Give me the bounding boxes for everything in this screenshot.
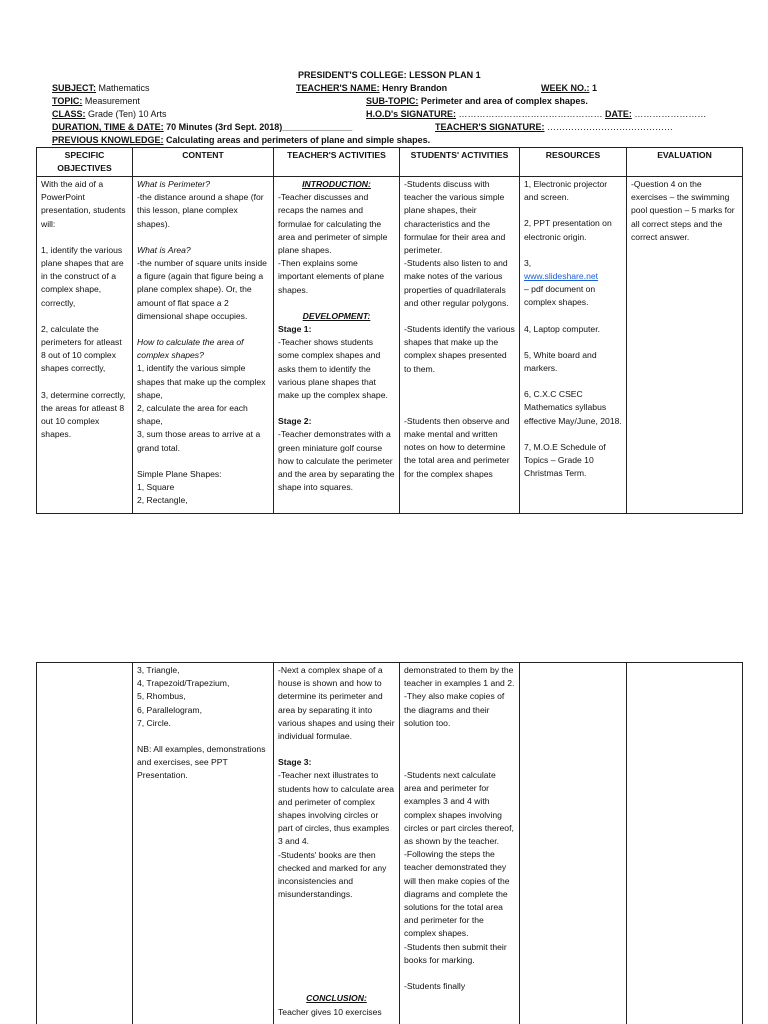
teacher-activities-cell-continued — [274, 663, 400, 1024]
hod-signature-line — [366, 108, 706, 121]
intro-text-2: -Then explains some important elements of plane shapes. — [278, 258, 385, 295]
resource-7: 7, M.O.E Schedule of Topics – Grade 10 Christmas Term. — [524, 441, 606, 479]
stage-3-label: Stage 3: — [278, 757, 312, 768]
intro-text-1: -Teacher discusses and recaps the names and formulae for calculating the area and perimeter of simple plane shapes. — [278, 192, 388, 256]
objective-1: 1, identify the various plane shapes that are in the construct of a complex shape, correctly, — [41, 244, 124, 308]
nb-note: NB: All examples, demonstrations and exercises, see PPT Presentation. — [137, 744, 266, 781]
objectives-cell — [37, 177, 133, 514]
header-student-activities: STUDENTS' ACTIVITIES — [400, 148, 520, 177]
evaluation-cell-continued — [627, 663, 743, 1024]
development-heading: DEVELOPMENT: — [302, 310, 371, 321]
resource-3-text: – pdf document on complex shapes. — [524, 284, 596, 308]
table-row — [37, 177, 743, 514]
table-header-row — [37, 148, 743, 177]
slideshare-link[interactable]: www.slideshare.net — [524, 271, 599, 282]
student-activities-cell — [400, 177, 520, 514]
student-activity-2: -Students also listen to and make notes of the various properties of quadrilaterals and other regular polygons. — [404, 258, 509, 308]
header-teacher-activities: TEACHER'S ACTIVITIES — [274, 148, 400, 177]
shape-square: 1, Square — [137, 482, 175, 493]
stage-3-text: -Teacher next illustrates to students how to calculate area and perimeter of complex shapes involving circles or part of circles, thus examples 3 and 4. — [278, 770, 395, 847]
resource-3-number: 3, — [524, 257, 532, 268]
teacher-sig-value: …………………………………… — [547, 122, 673, 132]
resource-2: 2, PPT presentation on electronic origin. — [524, 218, 612, 242]
hod-label: H.O.D's SIGNATURE: — [366, 109, 456, 119]
student-activity-10: -Students finally — [404, 981, 466, 992]
shape-circle: 7, Circle. — [137, 717, 171, 728]
subject-value: Mathematics — [98, 83, 150, 93]
lesson-plan-table-continued — [36, 662, 743, 1024]
student-activities-cell-continued — [400, 663, 520, 1024]
objective-3: 3, determine correctly, the areas for atleast 8 out 10 complex shapes. — [41, 389, 126, 440]
student-activity-3: -Students identify the various shapes that make up the complex shapes presented to them. — [404, 324, 515, 374]
area-definition: -the number of square units inside a figure (again that figure being a plane complex shape). Or, the amount of flat space a 2 dimensional shape occupies. — [137, 258, 267, 321]
week-value: 1 — [592, 83, 598, 93]
page-2 — [0, 560, 768, 1024]
duration-line — [52, 121, 352, 134]
area-question: What is Area? — [137, 244, 191, 255]
subtopic-label: SUB-TOPIC: — [366, 96, 419, 106]
student-activity-1: -Students discuss with teacher the various simple plane shapes, their characteristics and the formulae for their area and perimeter. — [404, 179, 506, 256]
student-activity-5: demonstrated to them by the teacher in examples 1 and 2. — [404, 665, 515, 689]
teacher-text-house: -Next a complex shape of a house is shown and how to determine its perimeter and area by separating it into various shapes and using their individual formulae. — [278, 665, 395, 742]
header-evaluation: EVALUATION — [627, 148, 743, 177]
table-row — [37, 663, 743, 1024]
class-value: Grade (Ten) 10 Arts — [88, 109, 167, 119]
stage-2-text: -Teacher demonstrates with a green miniature golf course how to calculate the perimeter and the area by separating the shape into squares. — [278, 429, 395, 493]
evaluation-cell — [627, 177, 743, 514]
student-activity-7: -Students next calculate area and perimeter for examples 3 and 4 with complex shapes involving circles or part circles thereof, as shown by the teacher. — [404, 770, 514, 847]
teacher-signature-line — [435, 121, 673, 134]
how-to-question: How to calculate the area of complex shapes? — [137, 337, 244, 361]
content-cell — [133, 177, 274, 514]
shape-rectangle: 2, Rectangle, — [137, 495, 188, 506]
resource-4: 4, Laptop computer. — [524, 323, 600, 334]
resource-6: 6, C.X.C CSEC Mathematics syllabus effective May/June, 2018. — [524, 389, 622, 426]
perimeter-definition: -the distance around a shape (for this lesson, plane complex shapes). — [137, 192, 264, 229]
simple-shapes-heading: Simple Plane Shapes: — [137, 468, 222, 479]
week-line — [541, 82, 597, 95]
prev-value: Calculating areas and perimeters of plane and simple shapes. — [166, 135, 431, 145]
prev-label: PREVIOUS KNOWLEDGE: — [52, 135, 164, 145]
lesson-plan-table — [36, 147, 743, 514]
subtopic-value: Perimeter and area of complex shapes. — [420, 96, 588, 106]
stage-1-label: Stage 1: — [278, 324, 312, 335]
objectives-cell-continued — [37, 663, 133, 1024]
introduction-heading: INTRODUCTION: — [302, 179, 371, 189]
subject-label: SUBJECT: — [52, 83, 97, 93]
header-objectives: SPECIFIC OBJECTIVES — [37, 148, 133, 177]
student-activity-4: -Students then observe and make mental and written notes on how to determine the total area and perimeter for the complex shapes — [404, 415, 510, 479]
teacher-name-line — [296, 82, 447, 95]
conclusion-heading: CONCLUSION: — [306, 993, 367, 1004]
teacher-sig-label: TEACHER'S SIGNATURE: — [435, 122, 545, 132]
objectives-intro: With the aid of a PowerPoint presentation, students will: — [41, 179, 126, 229]
teacher-name-label: TEACHER'S NAME: — [296, 83, 380, 93]
shape-parallelogram: 6, Parallelogram, — [137, 704, 202, 715]
resource-5: 5, White board and markers. — [524, 349, 597, 374]
content-step-1: 1, identify the various simple shapes that make up the complex shape, — [137, 363, 266, 400]
content-cell-continued — [133, 663, 274, 1024]
content-step-3: 3, sum those areas to arrive at a grand total. — [137, 429, 261, 453]
class-line — [52, 108, 167, 121]
stage-1-text: -Teacher shows students some complex shapes and asks them to identify the various plane shapes that make up the complex shape. — [278, 337, 388, 401]
books-checked-text: -Students' books are then checked and marked for any inconsistencies and misunderstandings. — [278, 849, 387, 900]
subtopic-line — [366, 95, 588, 108]
header-resources: RESOURCES — [520, 148, 627, 177]
date-value: …………………… — [634, 109, 707, 119]
class-label: CLASS: — [52, 109, 86, 119]
previous-knowledge-line — [52, 134, 430, 147]
perimeter-question: What is Perimeter? — [137, 179, 211, 189]
topic-value: Measurement — [84, 96, 140, 106]
stage-2-label: Stage 2: — [278, 416, 312, 427]
week-label: WEEK NO.: — [541, 83, 590, 93]
resource-1: 1, Electronic projector and screen. — [524, 179, 608, 203]
topic-line — [52, 95, 140, 108]
resources-cell — [520, 177, 627, 514]
shape-rhombus: 5, Rhombus, — [137, 691, 186, 702]
student-activity-9: -Students then submit their books for marking. — [404, 941, 507, 965]
objective-2: 2, calculate the perimeters for atleast 8 out of 10 complex shapes correctly, — [41, 323, 122, 374]
content-step-2: 2, calculate the area for each shape, — [137, 403, 248, 427]
duration-label: DURATION, TIME & DATE: — [52, 122, 164, 132]
topic-label: TOPIC: — [52, 96, 83, 106]
teacher-activities-cell — [274, 177, 400, 514]
hod-value: ………………………………………… — [458, 109, 603, 119]
shape-triangle: 3, Triangle, — [137, 665, 180, 675]
resources-cell-continued — [520, 663, 627, 1024]
header-content: CONTENT — [133, 148, 274, 177]
conclusion-text: Teacher gives 10 exercises — [278, 1006, 382, 1017]
duration-value: 70 Minutes (3rd Sept. 2018)______________ — [166, 122, 353, 132]
shape-trapezoid: 4, Trapezoid/Trapezium, — [137, 678, 230, 689]
subject-line — [52, 82, 150, 95]
teacher-name-value: Henry Brandon — [382, 83, 448, 93]
school-title: PRESIDENT'S COLLEGE: LESSON PLAN 1 — [298, 70, 481, 80]
evaluation-text: -Question 4 on the exercises – the swimming pool question – 5 marks for all correct steps and the correct answer. — [631, 179, 735, 242]
student-activity-6: -They also make copies of the diagrams and their solution too. — [404, 691, 505, 728]
date-label: DATE: — [605, 109, 632, 119]
student-activity-8: -Following the steps the teacher demonstrated they will then make copies of the diagrams and complete the solutions for the total area and perimeter for the complex shapes. — [404, 849, 510, 939]
